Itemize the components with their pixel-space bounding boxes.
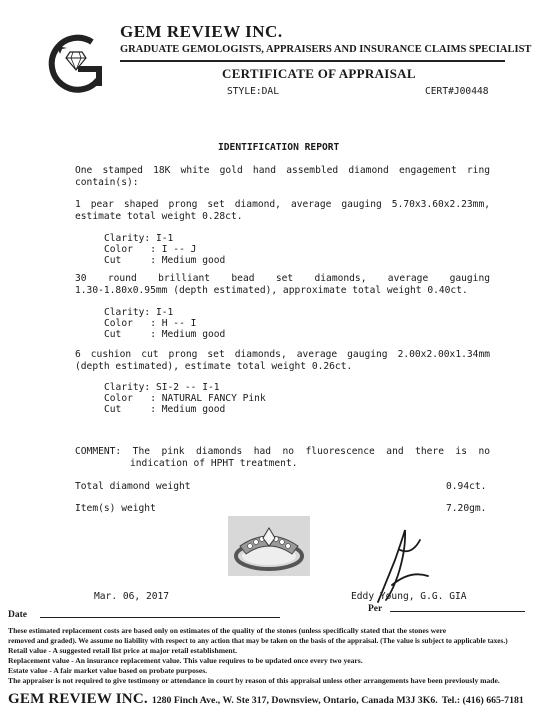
disclaimer-line-3: Retail value - A suggested retail list price at major retail establishment. [8,646,238,655]
stone2-line-2: 1.30-1.80x0.95mm (depth estimated), approximate total weight 0.40ct. [75,285,468,296]
stone2-color: Color : H -- I [104,318,197,329]
style-code: STYLE:DAL [227,86,279,97]
stone3-cut: Cut : Medium good [104,404,226,415]
stone1-clarity: Clarity: I-1 [104,233,174,244]
footer-company-name: GEM REVIEW INC. [8,691,148,707]
total-weight-label: Total diamond weight [75,481,191,492]
appraiser-name: Eddy Young, G.G. GIA [351,591,467,602]
item-weight-label: Item(s) weight [75,503,156,514]
per-label: Per [368,604,383,614]
certificate-title: CERTIFICATE OF APPRAISAL [222,66,416,81]
footer-address: 1280 Finch Ave., W. Ste 317, Downsview, Ontario, Canada M3J 3K6. [151,695,438,706]
gem-review-logo [40,28,112,100]
stone3-line-2: (depth estimated), estimate total weight 0.26ct. [75,361,353,372]
stone2-clarity: Clarity: I-1 [104,307,174,318]
ring-photo [228,516,310,576]
comment-line-2: indication of HPHT treatment. [130,458,298,469]
disclaimer-line-1: These estimated replacement costs are based only on estimates of the quality of the stones (unless specifically stated that the stones were [8,626,447,635]
stone1-color: Color : I -- J [104,244,197,255]
stone1-cut: Cut : Medium good [104,255,226,266]
header-rule [120,60,505,62]
date-label: Date [8,610,27,620]
intro-line-2: contain(s): [75,177,139,188]
per-line [390,611,525,612]
date-line [40,617,280,618]
stone2-cut: Cut : Medium good [104,329,226,340]
footer [8,690,524,708]
report-heading: IDENTIFICATION REPORT [218,142,340,153]
disclaimer-line-2: removed and graded). We assume no liability with respect to any action that may be taken on the basis of the appraisal. (The value is subject to applicable taxes.) [8,636,508,645]
stone3-line-1: 6 cushion cut prong set diamonds, average gauging 2.00x2.00x1.34mm [75,349,490,360]
intro-line-1: One stamped 18K white gold hand assembled diamond engagement ring [75,165,490,176]
stone3-clarity: Clarity: SI-2 -- I-1 [104,382,220,393]
disclaimer-line-4: Replacement value - An insurance replacement value. This value requires to be updated once every two years. [8,656,363,665]
item-weight-value: 7.20gm. [446,503,487,514]
comment-line-1: COMMENT: The pink diamonds had no fluorescence and there is no [75,446,490,457]
company-tagline: GRADUATE GEMOLOGISTS, APPRAISERS AND INSURANCE CLAIMS SPECIALIST [120,44,532,55]
stone1-line-1: 1 pear shaped prong set diamond, average gauging 5.70x3.60x2.23mm, [75,199,490,210]
footer-phone: Tel.: (416) 665-7181 [441,695,524,706]
disclaimer-line-5: Estate value - A fair market value based on probate purposes. [8,666,208,675]
total-weight-value: 0.94ct. [446,481,487,492]
stone3-color: Color : NATURAL FANCY Pink [104,393,266,404]
stone2-line-1: 30 round brilliant bead set diamonds, average gauging [75,273,490,284]
disclaimer-line-6: The appraiser is not required to give testimony or attendance in court by reason of this appraisal unless other arrangements have been previously made. [8,676,500,685]
stone1-line-2: estimate total weight 0.28ct. [75,211,243,222]
company-name: GEM REVIEW INC. [120,22,283,41]
appraisal-date: Mar. 06, 2017 [94,591,170,602]
cert-number: CERT#J00448 [425,86,489,97]
